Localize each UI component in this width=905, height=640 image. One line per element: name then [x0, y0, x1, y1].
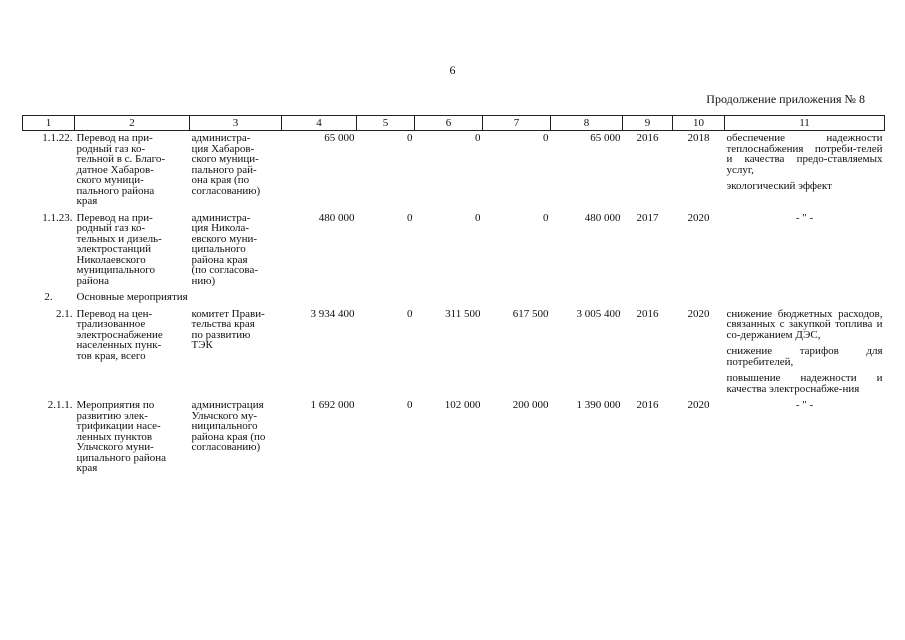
page-number: 6	[449, 63, 456, 77]
end-year: 2018	[687, 132, 710, 144]
column-header: 4	[282, 116, 357, 131]
column-header: 5	[357, 116, 415, 131]
column-header: 3	[190, 116, 282, 131]
measure-executor: администра- ция Никола- евского муни- ципального района края (по согласова- нию)	[191, 211, 258, 287]
measure-code: 2.1.1.	[47, 399, 73, 411]
column-header: 7	[483, 116, 551, 131]
measure-code: 2.1.	[56, 307, 73, 320]
section-code: 2.	[44, 291, 53, 303]
measure-name: Мероприятия по развитию элек- трификации насе- ленных пунктов Ульчского муни- ципального района края	[76, 399, 167, 474]
start-year: 2016	[636, 132, 659, 144]
end-year: 2020	[687, 399, 710, 411]
measure-executor: администра- ция Хабаров- ского муници- пального рай- она края (по согласованию)	[191, 132, 261, 197]
expected-effect	[725, 307, 885, 399]
end-year: 2020	[687, 211, 710, 224]
funding-col8: 1 390 000	[576, 399, 621, 411]
column-header: 6	[415, 116, 483, 131]
column-header: 9	[623, 116, 673, 131]
funding-col6: 0	[475, 211, 481, 224]
funding-col7: 0	[543, 132, 549, 144]
funding-col5: 0	[407, 211, 413, 224]
expected-effect	[725, 131, 885, 211]
measure-code: 1.1.22.	[42, 132, 73, 144]
measures-table	[22, 115, 885, 478]
table-row	[23, 131, 885, 211]
measure-name: Перевод на при- родный газ ко- тельной в с. Благо- датное Хабаров- ского муници- пального района края	[76, 132, 165, 207]
effect-item: обеспечение надежности теплоснабжения потреби-телей и качества предо-ставляемых услуг,	[726, 132, 883, 176]
effect-item: снижение бюджетных расходов, связанных с закупкой топлива и со-держанием ДЭС,	[726, 307, 883, 341]
funding-col6: 102 000	[444, 399, 481, 411]
funding-col7: 0	[543, 211, 549, 224]
funding-total: 480 000	[318, 211, 355, 224]
funding-col8: 65 000	[590, 132, 621, 144]
effect-item: снижение тарифов для потребителей,	[726, 345, 883, 368]
effect-item: повышение надежности и качества электроснабже-ния	[726, 372, 883, 395]
column-header: 8	[551, 116, 623, 131]
funding-col5: 0	[407, 307, 413, 320]
start-year: 2016	[636, 399, 659, 411]
section-row	[23, 290, 885, 307]
end-year: 2020	[687, 307, 710, 320]
measure-executor: комитет Прави- тельства края по развитию ТЭК	[191, 307, 265, 351]
start-year: 2016	[636, 307, 659, 320]
funding-col6: 0	[475, 132, 481, 144]
start-year: 2017	[636, 211, 659, 224]
funding-col8: 480 000	[584, 211, 621, 224]
table-row	[23, 398, 885, 478]
table-row	[23, 211, 885, 291]
funding-col6: 311 500	[445, 307, 481, 320]
funding-col7: 617 500	[512, 307, 549, 320]
measure-code: 1.1.23.	[42, 211, 73, 224]
expected-effect: - " -	[795, 211, 814, 224]
funding-total: 65 000	[324, 132, 355, 144]
measure-name: Перевод на при- родный газ ко- тельных и дизель- электростанций Николаевского муниципального района	[76, 211, 162, 287]
funding-total: 1 692 000	[310, 399, 355, 411]
measure-executor: администрация Ульчского му- ниципального района края (по согласованию)	[191, 399, 266, 453]
column-header: 11	[725, 116, 885, 131]
table-row	[23, 307, 885, 399]
effect-item: экологический эффект	[726, 180, 832, 192]
appendix-continuation-label: Продолжение приложения № 8	[706, 92, 865, 106]
funding-col5: 0	[407, 399, 413, 411]
section-title: Основные мероприятия	[76, 291, 188, 303]
column-header: 1	[23, 116, 75, 131]
funding-total: 3 934 400	[310, 307, 355, 320]
funding-col5: 0	[407, 132, 413, 144]
column-header: 10	[673, 116, 725, 131]
expected-effect: - " -	[795, 399, 814, 411]
column-header: 2	[75, 116, 190, 131]
measure-name: Перевод на цен- трализованное электроснабжение населенных пунк- тов края, всего	[76, 307, 163, 362]
funding-col8: 3 005 400	[576, 307, 621, 320]
funding-col7: 200 000	[512, 399, 549, 411]
column-number-header	[23, 116, 885, 131]
